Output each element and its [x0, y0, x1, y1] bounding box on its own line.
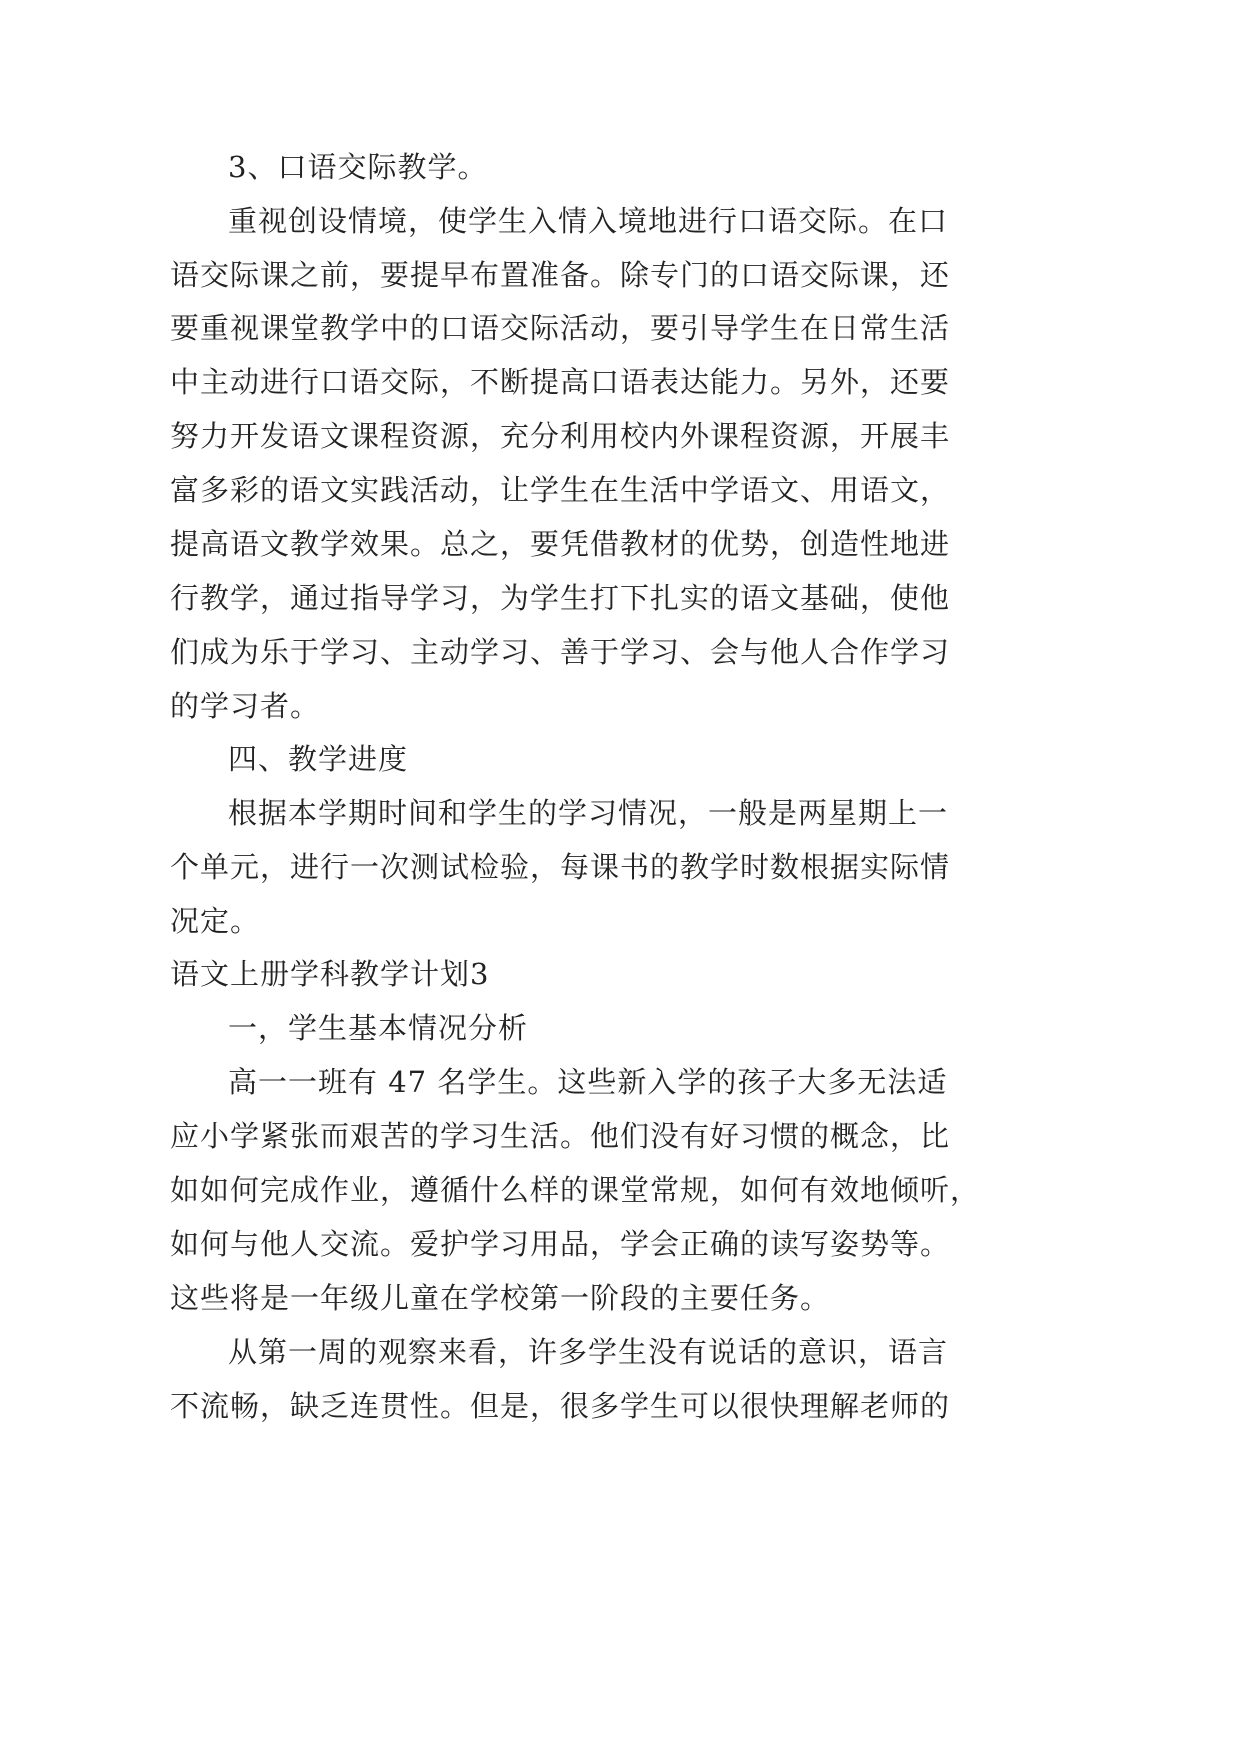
paragraph-line: 语交际课之前，要提早布置准备。除专门的口语交际课，还	[170, 258, 951, 292]
paragraph-line: 要重视课堂教学中的口语交际活动，要引导学生在日常生活	[170, 311, 951, 345]
paragraph-line: 行教学，通过指导学习，为学生打下扎实的语文基础，使他	[170, 581, 951, 615]
paragraph-line: 况定。	[170, 904, 261, 938]
paragraph-line: 从第一周的观察来看，许多学生没有说话的意识，语言	[228, 1335, 949, 1369]
section-heading-oral-communication: 3、口语交际教学。	[228, 150, 488, 184]
paragraph-line: 中主动进行口语交际，不断提高口语表达能力。另外，还要	[170, 365, 951, 399]
paragraph-line: 如何与他人交流。爱护学习用品，学会正确的读写姿势等。	[170, 1227, 951, 1261]
paragraph-line: 的学习者。	[170, 689, 321, 723]
paragraph-line: 高一一班有 47 名学生。这些新入学的孩子大多无法适	[228, 1065, 948, 1099]
paragraph-line: 根据本学期时间和学生的学习情况，一般是两星期上一	[228, 796, 949, 830]
paragraph-line: 个单元，进行一次测试检验，每课书的教学时数根据实际情	[170, 850, 951, 884]
document-title: 语文上册学科教学计划3	[170, 957, 490, 991]
paragraph-line: 不流畅，缺乏连贯性。但是，很多学生可以很快理解老师的	[170, 1389, 951, 1423]
paragraph-line: 重视创设情境，使学生入情入境地进行口语交际。在口	[228, 204, 949, 238]
section-heading-teaching-schedule: 四、教学进度	[228, 742, 409, 776]
paragraph-line: 如如何完成作业，遵循什么样的课堂常规，如何有效地倾听，	[170, 1173, 981, 1207]
paragraph-line: 们成为乐于学习、主动学习、善于学习、会与他人合作学习	[170, 635, 951, 669]
paragraph-line: 这些将是一年级儿童在学校第一阶段的主要任务。	[170, 1281, 831, 1315]
paragraph-line: 提高语文教学效果。总之，要凭借教材的优势，创造性地进	[170, 527, 951, 561]
paragraph-line: 富多彩的语文实践活动，让学生在生活中学语文、用语文，	[170, 473, 951, 507]
section-heading-student-analysis: 一，学生基本情况分析	[228, 1011, 529, 1045]
paragraph-line: 努力开发语文课程资源，充分利用校内外课程资源，开展丰	[170, 419, 951, 453]
paragraph-line: 应小学紧张而艰苦的学习生活。他们没有好习惯的概念，比	[170, 1119, 951, 1153]
